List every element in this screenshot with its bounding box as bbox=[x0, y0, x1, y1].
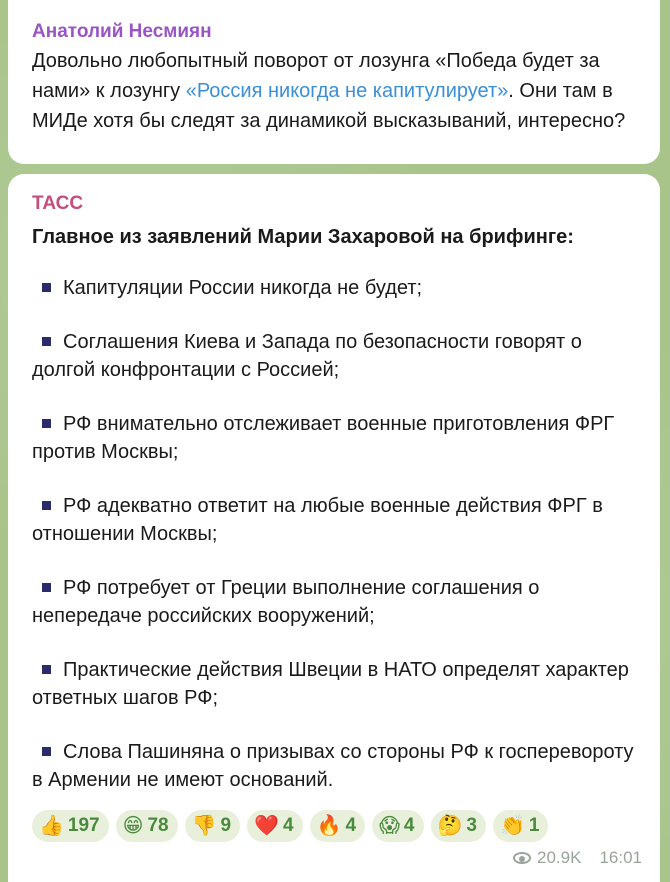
reaction-count: 4 bbox=[283, 815, 294, 836]
thinking-icon: 🤔 bbox=[437, 815, 463, 837]
eye-icon bbox=[513, 852, 531, 864]
bullet-square-icon bbox=[42, 419, 51, 428]
bullet-square-icon bbox=[42, 283, 51, 292]
reaction-count: 4 bbox=[403, 815, 415, 836]
bullet-square-icon bbox=[42, 337, 51, 346]
message-bubble-forwarded-post bbox=[8, 174, 660, 882]
bullet-square-icon bbox=[42, 747, 51, 756]
thumbs-down-icon: 👎 bbox=[191, 815, 217, 837]
message-text-after: . Они там в МИДе хотя бы следят за динамикой высказываний, интересно? bbox=[32, 80, 626, 132]
reactions-bar bbox=[32, 810, 548, 842]
list-item: РФ адекватно ответит на любые военные действия ФРГ в отношении Москвы; bbox=[32, 495, 603, 545]
message-text-before: Довольно любопытный поворот от лозунга «Победа будет за нами» к лозунгу bbox=[32, 50, 600, 102]
reaction-clap[interactable] bbox=[493, 810, 548, 842]
bullet-square-icon bbox=[42, 501, 51, 510]
reaction-thumbs-down[interactable] bbox=[185, 810, 240, 842]
reaction-count: 9 bbox=[220, 815, 232, 836]
list-item: Капитуляции России никогда не будет; bbox=[32, 274, 636, 302]
reaction-fire[interactable] bbox=[310, 810, 365, 842]
bullet-square-icon bbox=[42, 583, 51, 592]
reaction-heart[interactable] bbox=[247, 810, 302, 842]
reaction-count: 3 bbox=[466, 815, 477, 836]
message-text bbox=[32, 46, 636, 136]
scream-icon: 😱 bbox=[379, 815, 400, 837]
reaction-count: 197 bbox=[67, 815, 100, 836]
reaction-thinking[interactable] bbox=[431, 810, 486, 842]
message-time: 16:01 bbox=[599, 848, 642, 867]
clap-icon: 👏 bbox=[499, 815, 525, 837]
message-quote-link[interactable]: «Россия никогда не капитулирует» bbox=[185, 80, 509, 102]
message-author[interactable]: Анатолий Несмиян bbox=[32, 21, 212, 42]
reaction-grin[interactable] bbox=[116, 810, 178, 842]
reaction-thumbs-up[interactable] bbox=[32, 810, 109, 842]
reaction-count: 1 bbox=[528, 815, 540, 836]
post-headline: Главное из заявлений Марии Захаровой на брифинге: bbox=[32, 226, 574, 248]
reaction-scream[interactable] bbox=[372, 810, 423, 842]
heart-icon: ❤️ bbox=[254, 815, 279, 837]
thumbs-up-icon: 👍 bbox=[39, 815, 64, 837]
bullet-square-icon bbox=[42, 665, 51, 674]
list-item: РФ внимательно отслеживает военные приготовления ФРГ против Москвы; bbox=[32, 413, 615, 463]
forwarded-channel-name[interactable]: ТАСС bbox=[32, 193, 84, 214]
list-item: Слова Пашиняна о призывах со стороны РФ к госперевороту в Армении не имеют оснований. bbox=[32, 741, 634, 791]
fire-icon: 🔥 bbox=[316, 815, 342, 837]
list-item: РФ потребует от Греции выполнение соглашения о непередаче российских вооружений; bbox=[32, 577, 540, 627]
reaction-count: 78 bbox=[147, 815, 169, 836]
message-meta bbox=[513, 848, 642, 868]
reaction-count: 4 bbox=[345, 815, 357, 836]
bullet-list bbox=[32, 274, 636, 794]
grin-icon: 😁 bbox=[122, 815, 144, 837]
list-item: Практические действия Швеции в НАТО определят характер ответных шагов РФ; bbox=[32, 659, 629, 709]
message-bubble-forward-comment bbox=[8, 0, 660, 164]
list-item: Соглашения Киева и Запада по безопасности говорят о долгой конфронтации с Россией; bbox=[32, 331, 582, 381]
view-count: 20.9K bbox=[537, 848, 582, 867]
